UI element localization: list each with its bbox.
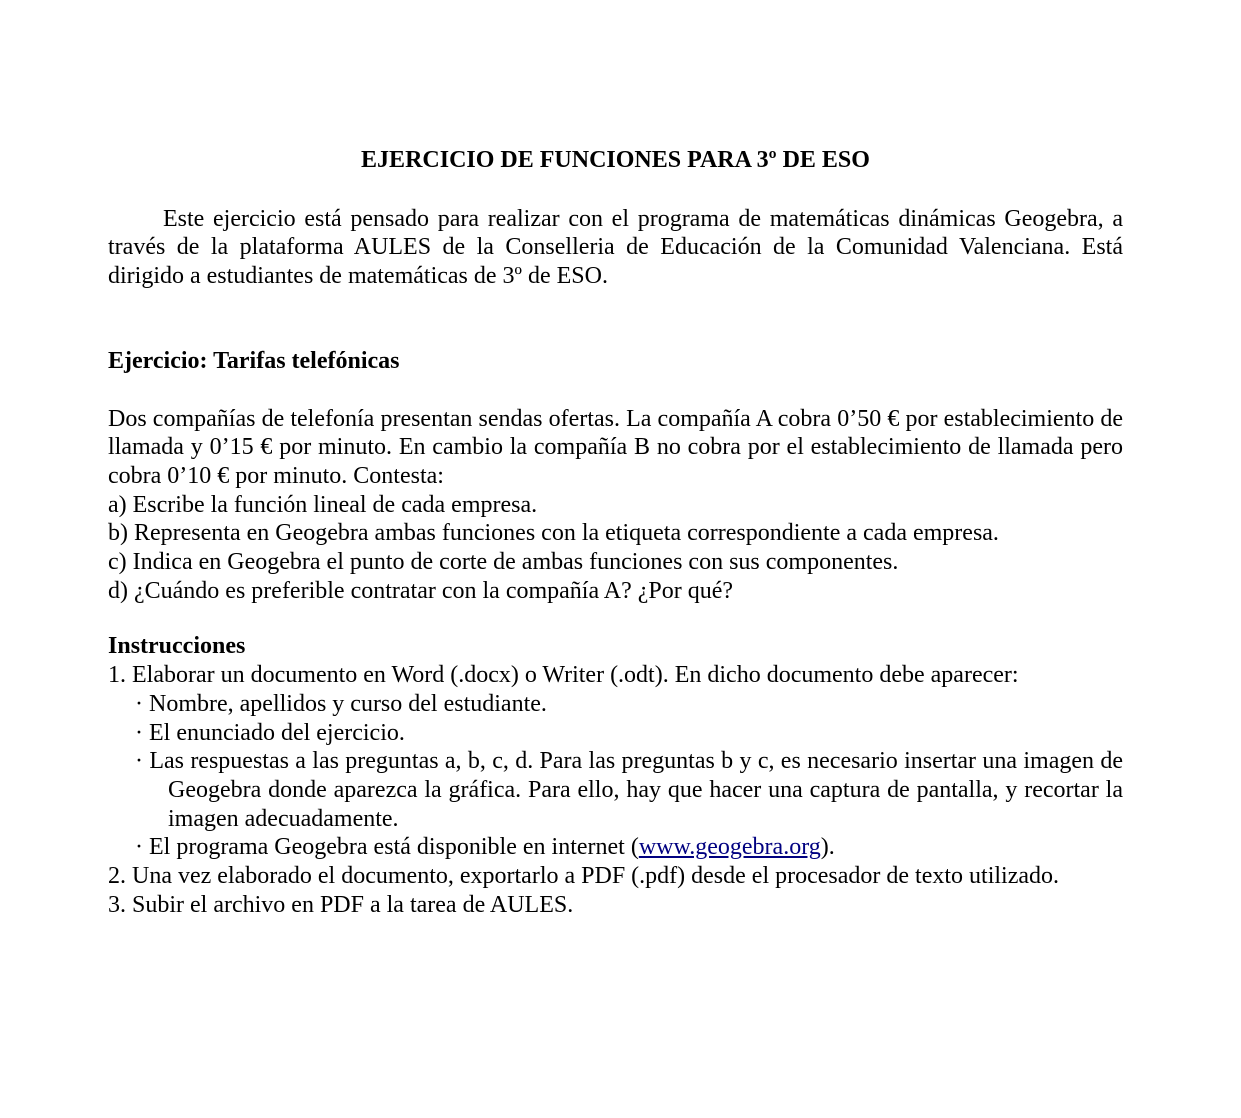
question-list — [108, 491, 1123, 606]
exercise-heading: Ejercicio: Tarifas telefónicas — [108, 347, 400, 374]
document-content — [108, 146, 1123, 919]
question-c: c) Indica en Geogebra el punto de corte de ambas funciones con sus componentes. — [108, 549, 899, 576]
instruction-step-2: 2. Una vez elaborado el documento, exportarlo a PDF (.pdf) desde el procesador de texto utilizado. — [108, 863, 1060, 890]
link-line-prefix: · El programa Geogebra está disponible en internet ( — [135, 834, 639, 861]
document-title: EJERCICIO DE FUNCIONES PARA 3º DE ESO — [361, 147, 870, 173]
intro-paragraph: Este ejercicio está pensado para realizar con el programa de matemáticas dinámicas Geogebra, a través de la plataforma AULES de la Conselleria de Educación de la Comunidad Valenciana. Está dirigido a estudiantes de matemáticas de 3º de ESO. — [108, 205, 1123, 290]
question-d: d) ¿Cuándo es preferible contratar con la compañía A? ¿Por qué? — [108, 577, 734, 604]
question-b: b) Representa en Geogebra ambas funciones con la etiqueta correspondiente a cada empresa. — [108, 520, 999, 547]
instruction-bullet-statement: · El enunciado del ejercicio. — [135, 719, 405, 746]
instruction-bullet-answers: · Las respuestas a las preguntas a, b, c, d. Para las preguntas b y c, es necesario insertar una imagen de Geogebra donde aparezca la gráfica. Para ello, hay que hacer una captura de pantalla, y recortar la imagen adecuadamente. — [135, 748, 1123, 832]
geogebra-link[interactable]: www.geogebra.org — [638, 834, 821, 861]
link-line-suffix: ). — [820, 834, 835, 861]
instruction-bullet-name: · Nombre, apellidos y curso del estudiante. — [135, 690, 547, 717]
instructions-heading: Instrucciones — [108, 633, 246, 660]
instruction-bullet-link — [108, 833, 1123, 862]
instruction-step-3: 3. Subir el archivo en PDF a la tarea de AULES. — [108, 891, 574, 918]
instruction-list — [108, 661, 1123, 919]
exercise-statement: Dos compañías de telefonía presentan sendas ofertas. La compañía A cobra 0’50 € por establecimiento de llamada y 0’15 € por minuto. En cambio la compañía B no cobra por el establecimiento de llamada pero cobra 0’10 € por minuto. Contesta: — [108, 405, 1123, 489]
instruction-step-1: 1. Elaborar un documento en Word (.docx) o Writer (.odt). En dicho documento debe aparecer: — [108, 662, 1019, 689]
question-a: a) Escribe la función lineal de cada empresa. — [108, 491, 538, 518]
